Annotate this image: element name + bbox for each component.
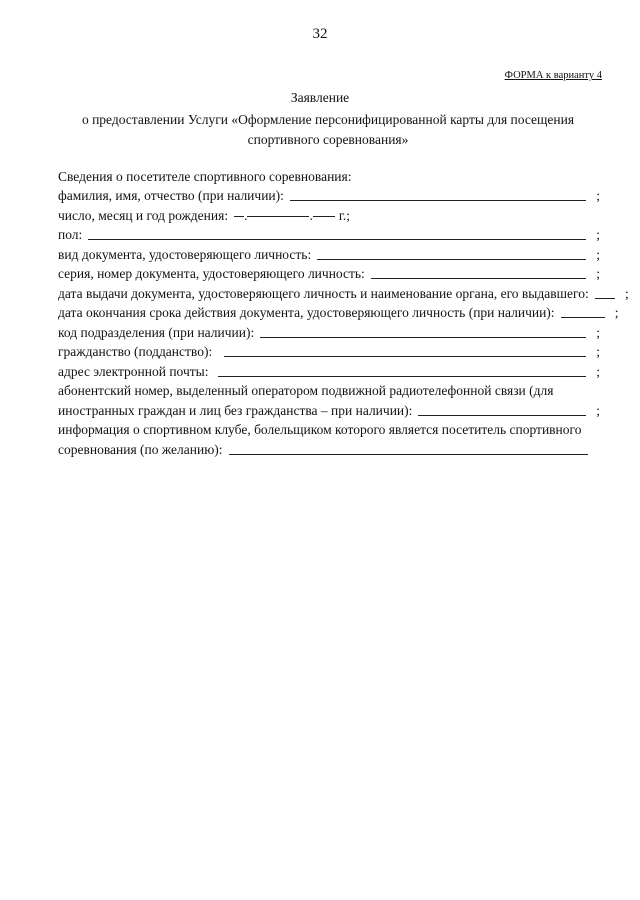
doc-expiry-row	[58, 302, 619, 322]
doc-number-row	[58, 263, 600, 283]
club-label-line2: соревнования (по желанию):	[58, 441, 223, 457]
section-heading: Сведения о посетителе спортивного соревнования:	[58, 168, 352, 184]
gender-field[interactable]	[88, 238, 586, 240]
phone-label-line2: иностранных граждан и лиц без гражданства – при наличии):	[58, 402, 413, 418]
semicolon: ;	[596, 266, 600, 281]
page-number: 32	[312, 26, 328, 42]
semicolon: ;	[596, 246, 600, 262]
semicolon: ;	[596, 344, 600, 359]
birth-date-field[interactable]: . .	[234, 202, 335, 224]
phone-field[interactable]	[418, 414, 586, 416]
doc-number-field[interactable]	[371, 277, 586, 279]
semicolon: ;	[614, 305, 619, 320]
doc-issue-row	[58, 282, 629, 302]
doc-issue-label: дата выдачи документа, удостоверяющего личность и наименование органа, его выдавшего:	[58, 285, 589, 301]
doc-issue-field[interactable]	[595, 297, 615, 299]
semicolon: ;	[596, 188, 600, 203]
doc-expiry-label: дата окончания срока действия документа, удостоверяющего личность (при наличии):	[58, 305, 555, 320]
doc-type-row	[58, 243, 600, 263]
form-variant-note: ФОРМА к варианту 4	[504, 70, 602, 81]
phone-row-1	[58, 380, 600, 400]
doc-expiry-field[interactable]	[561, 316, 605, 318]
doc-number-label: серия, номер документа, удостоверяющего личность:	[58, 266, 365, 281]
semicolon: ;	[624, 285, 629, 301]
doc-type-field[interactable]	[317, 258, 586, 260]
gender-row	[58, 224, 600, 244]
document-subtitle: о предоставлении Услуги «Оформление персонифицированной карты для посещения спортивного соревнования»	[81, 112, 575, 147]
email-row	[58, 360, 600, 380]
semicolon: ;	[596, 227, 600, 242]
section-heading-line	[58, 165, 600, 185]
citizenship-label: гражданство (подданство):	[58, 344, 213, 359]
semicolon: ;	[596, 402, 600, 418]
division-code-field[interactable]	[260, 336, 586, 338]
club-label-line1: информация о спортивном клубе, болельщиком которого является посетитель спортивного	[58, 422, 582, 437]
full-name-label: фамилия, имя, отчество (при наличии):	[58, 188, 284, 203]
semicolon: ;	[596, 363, 600, 379]
division-code-label: код подразделения (при наличии):	[58, 324, 255, 340]
birth-month-field[interactable]	[247, 202, 309, 217]
birth-day-field[interactable]	[234, 202, 244, 217]
phone-label-line1: абонентский номер, выделенный оператором подвижной радиотелефонной связи (для	[58, 383, 554, 398]
doc-type-label: вид документа, удостоверяющего личность:	[58, 246, 312, 262]
birth-date-suffix: г.;	[338, 207, 350, 223]
birth-date-row	[58, 204, 600, 224]
club-field[interactable]	[229, 453, 588, 455]
citizenship-row	[58, 341, 600, 361]
birth-year-field[interactable]	[313, 202, 335, 217]
visitor-info-section	[58, 165, 629, 458]
email-field[interactable]	[218, 375, 586, 377]
birth-date-label: число, месяц и год рождения:	[58, 207, 229, 223]
gender-label: пол:	[58, 227, 83, 242]
document-title: Заявление	[290, 90, 350, 105]
email-label: адрес электронной почты:	[58, 363, 209, 379]
semicolon: ;	[596, 324, 600, 340]
citizenship-field[interactable]	[224, 355, 586, 357]
phone-row-2	[58, 399, 600, 419]
club-row-2	[58, 438, 600, 458]
division-code-row	[58, 321, 600, 341]
club-row-1	[58, 419, 600, 439]
